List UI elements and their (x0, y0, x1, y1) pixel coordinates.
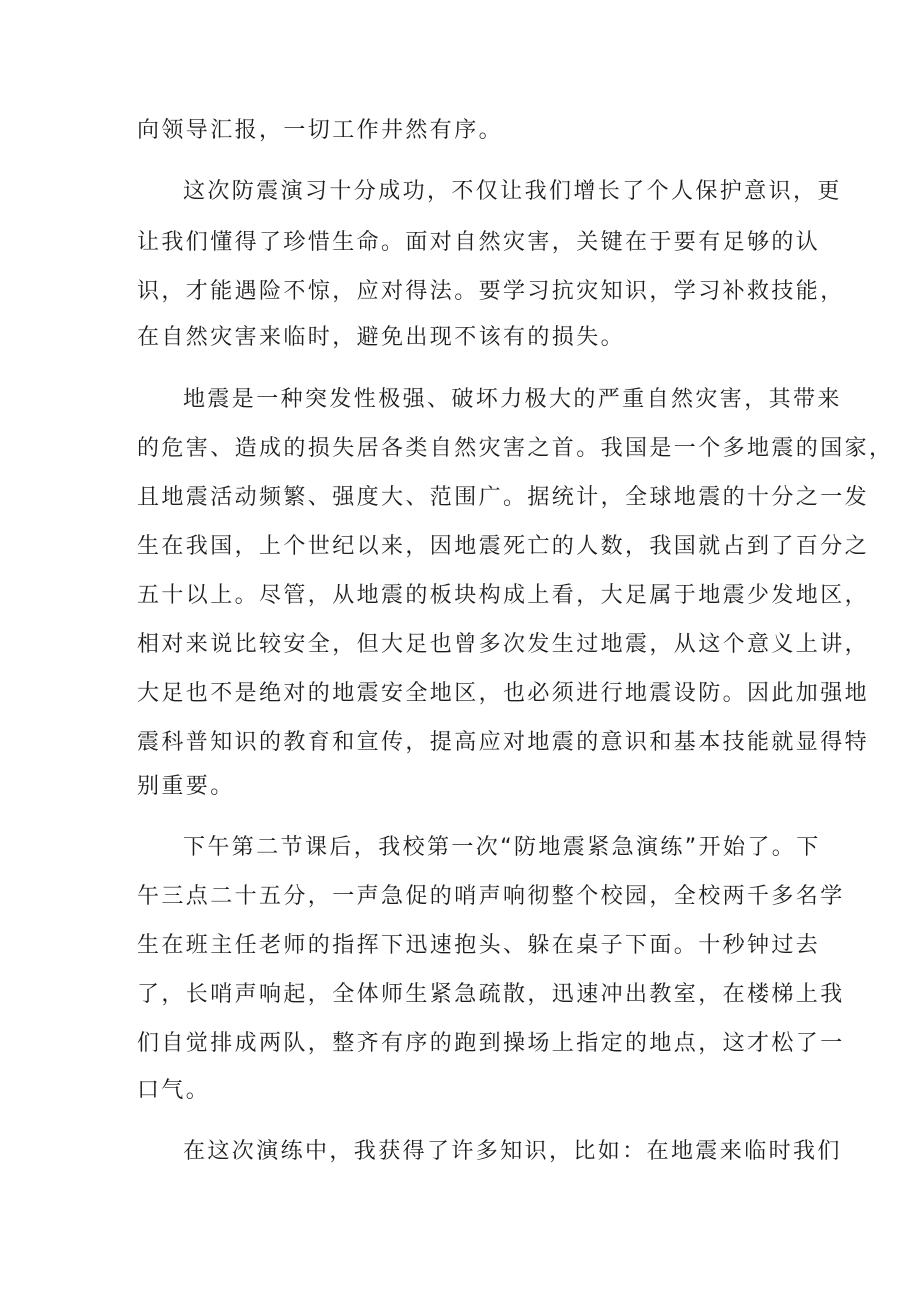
text-line: 在这次演练中，我获得了许多知识，比如：在地震来临时我们 (183, 1139, 842, 1164)
text-line: 识，才能遇险不惊，应对得法。要学习抗灾知识，学习补救技能， (137, 279, 845, 304)
text-line: 向领导汇报，一切工作井然有序。 (137, 118, 504, 143)
text-line: 且地震活动频繁、强度大、范围广。据统计，全球地震的十分之一发 (137, 485, 870, 510)
text-line: 的危害、造成的损失居各类自然灾害之首。我国是一个多地震的国家， (137, 436, 894, 461)
text-line: 五十以上。尽管，从地震的板块构成上看，大足属于地震少发地区， (137, 583, 870, 608)
text-line: 在自然灾害来临时，避免出现不该有的损失。 (137, 325, 626, 350)
text-line: 别重要。 (137, 774, 235, 799)
text-line: 地震是一种突发性极强、破坏力极大的严重自然灾害，其带来 (183, 387, 842, 412)
text-line: 相对来说比较安全，但大足也曾多次发生过地震，从这个意义上讲， (137, 632, 870, 657)
text-line: 这次防震演习十分成功，不仅让我们增长了个人保护意识，更 (183, 179, 842, 204)
text-line: 生在班主任老师的指挥下迅速抱头、躲在桌子下面。十秒钟过去 (137, 933, 821, 958)
text-line: 大足也不是绝对的地震安全地区，也必须进行地震设防。因此加强地 (137, 681, 870, 706)
text-line: 口气。 (137, 1078, 211, 1103)
text-line: 震科普知识的教育和宣传，提高应对地震的意识和基本技能就显得特 (137, 730, 870, 755)
text-line: 午三点二十五分，一声急促的哨声响彻整个校园，全校两千多名学 (137, 884, 845, 909)
text-line: 让我们懂得了珍惜生命。面对自然灾害，关键在于要有足够的认 (137, 230, 821, 255)
text-line: 生在我国，上个世纪以来，因地震死亡的人数，我国就占到了百分之 (137, 534, 870, 559)
text-line: 们自觉排成两队，整齐有序的跑到操场上指定的地点，这才松了一 (137, 1031, 845, 1056)
text-line: 了，长哨声响起，全体师生紧急疏散，迅速冲出教室，在楼梯上我 (137, 982, 845, 1007)
text-line: 下午第二节课后，我校第一次“防地震紧急演练”开始了。下 (183, 835, 821, 860)
